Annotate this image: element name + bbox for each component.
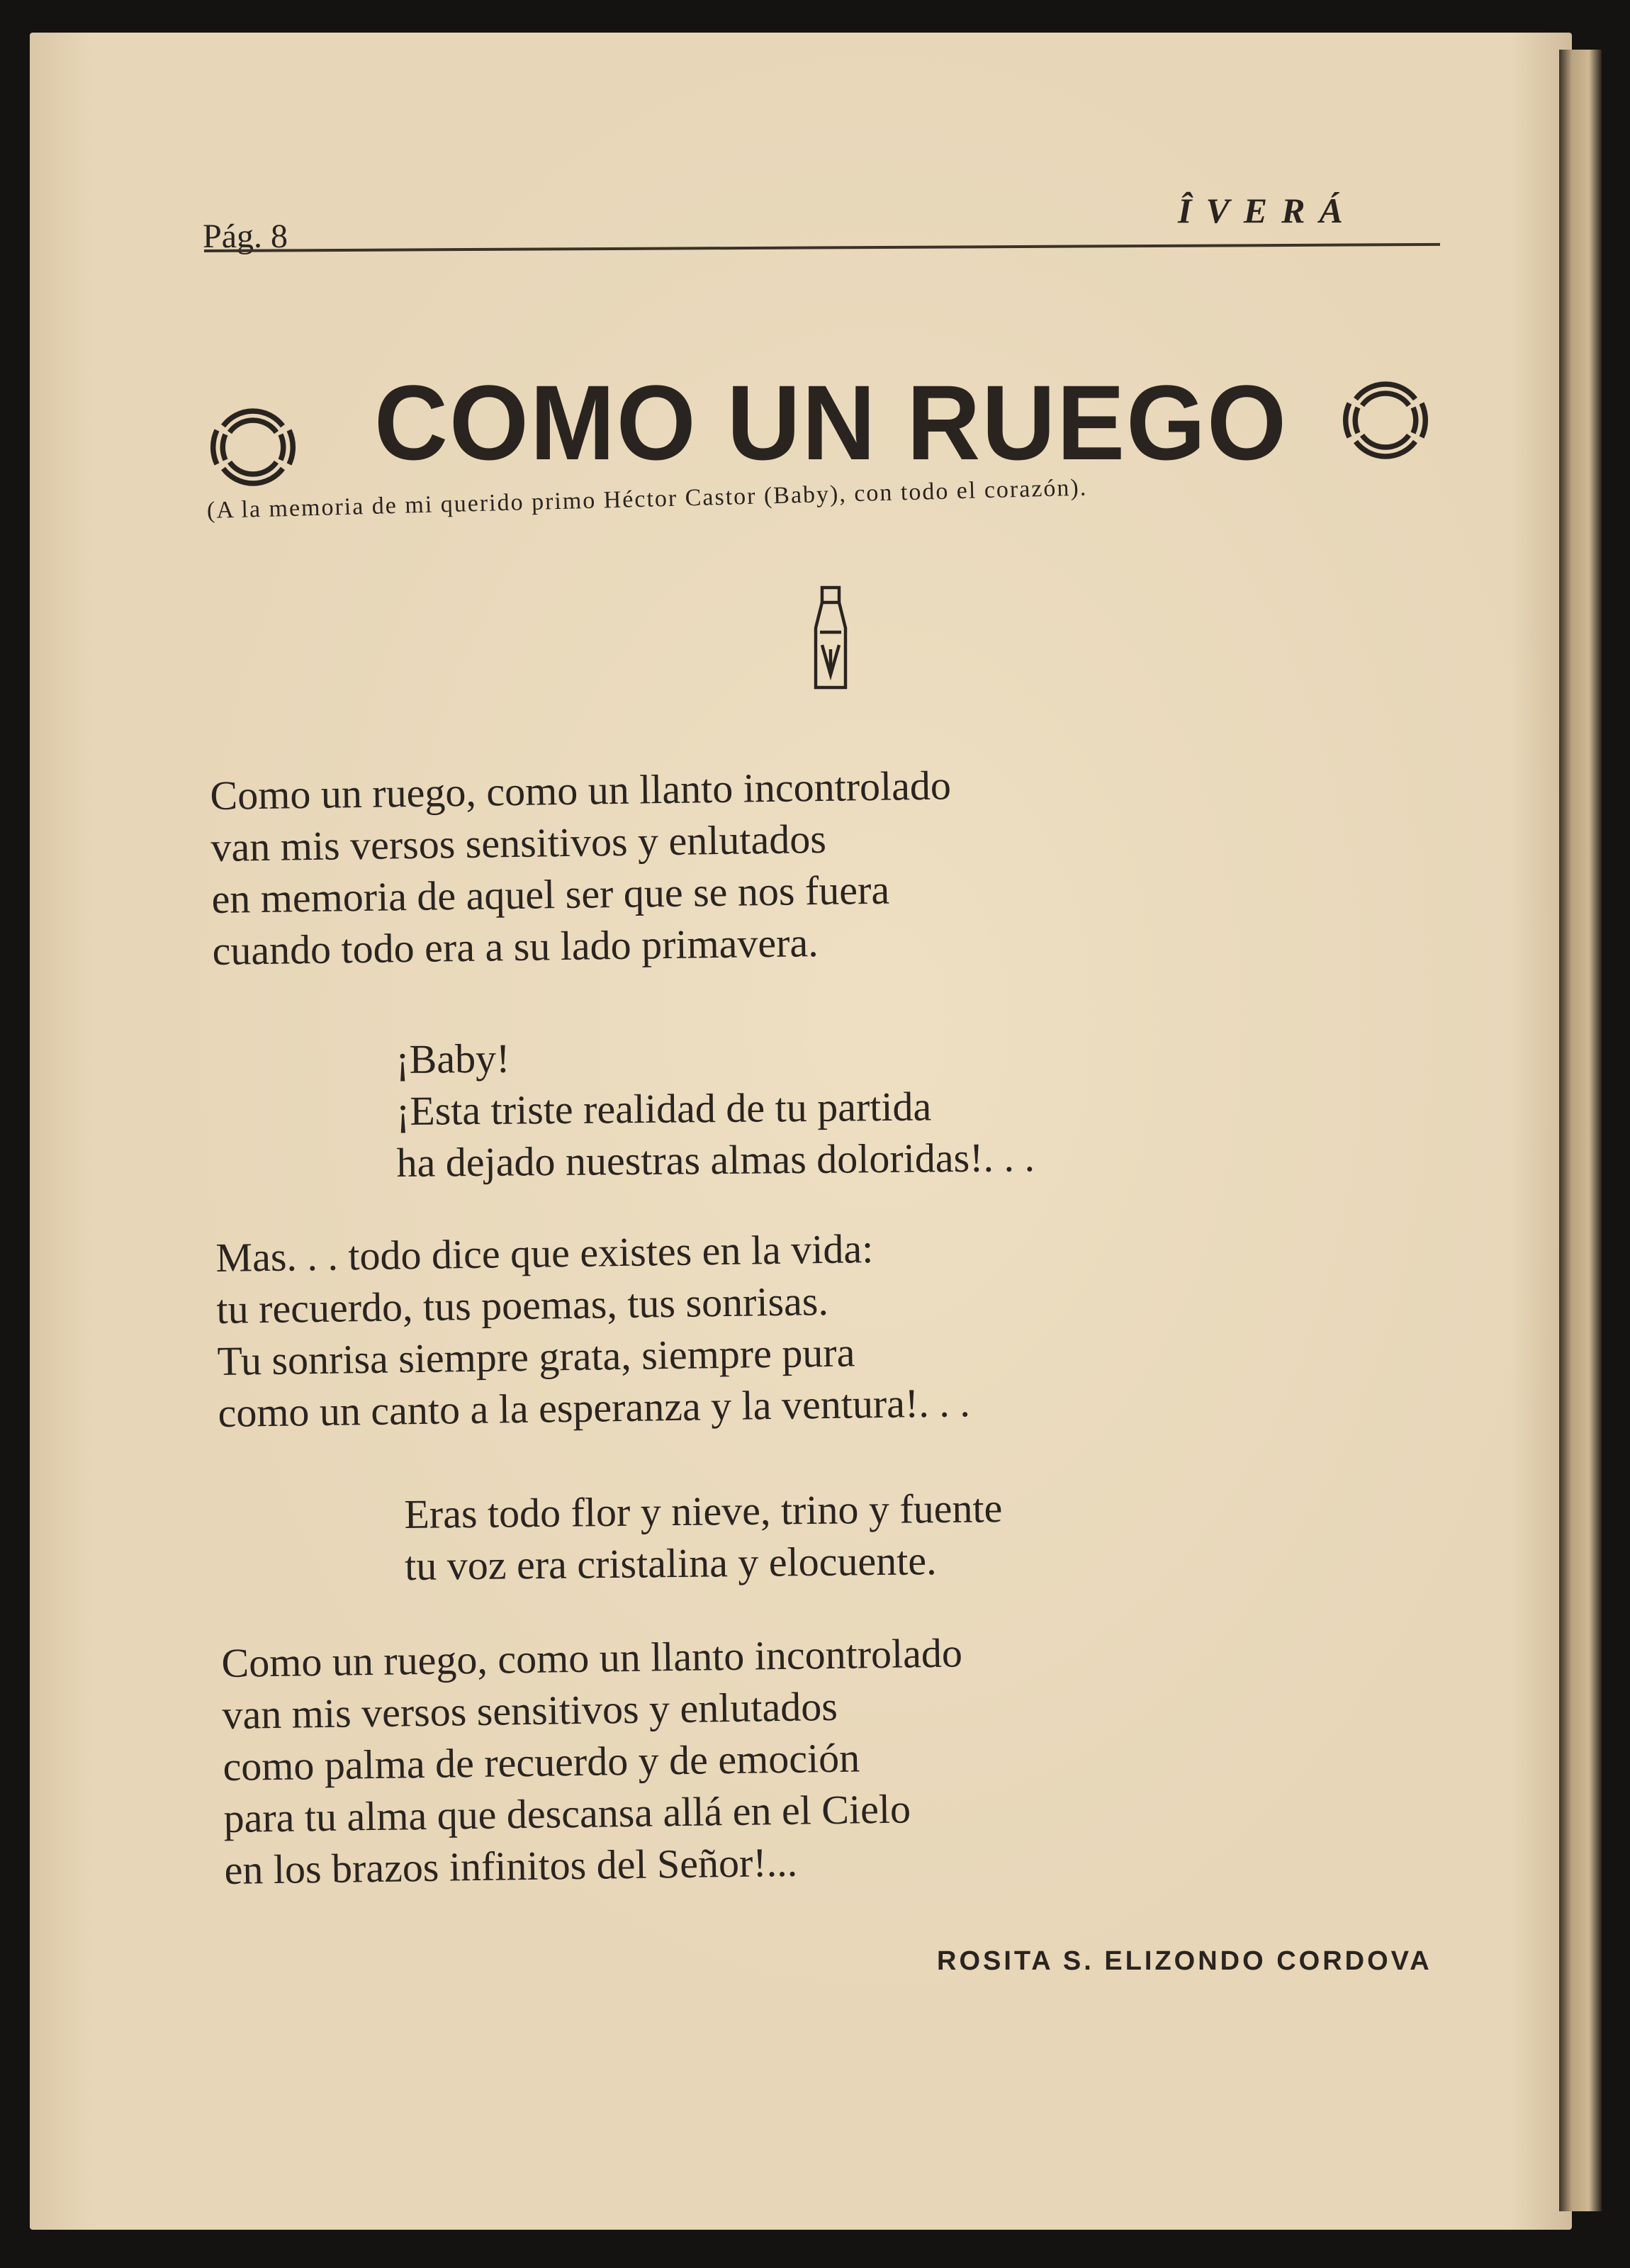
poem-line: tu voz era cristalina y elocuente.	[404, 1537, 937, 1589]
poem-line: van mis versos sensitivos y enlutados	[210, 815, 827, 870]
poem-line: como un canto a la esperanza y la ventura!. . .	[218, 1379, 971, 1436]
author-signature: ROSITA S. ELIZONDO CORDOVA	[937, 1946, 1432, 1976]
stanza-2	[395, 1028, 1035, 1189]
poem-title: COMO UN RUEGO	[374, 363, 1288, 482]
stanza-1	[210, 759, 953, 977]
magazine-name: ÎVERÁ	[1178, 191, 1357, 230]
lifebuoy-ornament-icon	[200, 394, 306, 500]
poem-line: cuando todo era a su lado primavera.	[212, 919, 819, 974]
page-number: Pág. 8	[203, 218, 288, 255]
poem-line: ha dejado nuestras almas doloridas!. . .	[396, 1134, 1035, 1186]
lifebuoy-ornament-icon	[1332, 367, 1439, 473]
poem-line: van mis versos sensitivos y enlutados	[222, 1683, 838, 1738]
poem-line: en memoria de aquel ser que se nos fuera	[211, 866, 890, 922]
dedication: (A la memoria de mi querido primo Héctor Castor (Baby), con todo el corazón).	[206, 474, 1088, 524]
poem-line: ¡Baby!	[395, 1035, 510, 1082]
facing-page-edge	[1559, 50, 1602, 2211]
poem-line: ¡Esta triste realidad de tu partida	[395, 1083, 932, 1134]
stanza-3	[215, 1221, 970, 1439]
poem-line: en los brazos infinitos del Señor!...	[224, 1838, 798, 1893]
stanza-5	[221, 1627, 965, 1896]
poem-line: Eras todo flor y nieve, trino y fuente	[404, 1485, 1003, 1537]
stanza-4	[404, 1482, 1003, 1592]
poem-line: Mas. . . todo dice que existes en la vida:	[215, 1225, 874, 1281]
poem-line: Como un ruego, como un llanto incontrolado	[221, 1629, 963, 1686]
poem-line: como palma de recuerdo y de emoción	[223, 1734, 860, 1790]
poem-line: tu recuerdo, tus poemas, tus sonrisas.	[216, 1277, 829, 1332]
vase-ornament-icon	[808, 585, 853, 692]
poem-line: para tu alma que descansa allá en el Cielo	[223, 1785, 911, 1841]
poem-line: Tu sonrisa siempre grata, siempre pura	[217, 1329, 855, 1384]
poem-line: Como un ruego, como un llanto incontrolado	[210, 762, 952, 819]
